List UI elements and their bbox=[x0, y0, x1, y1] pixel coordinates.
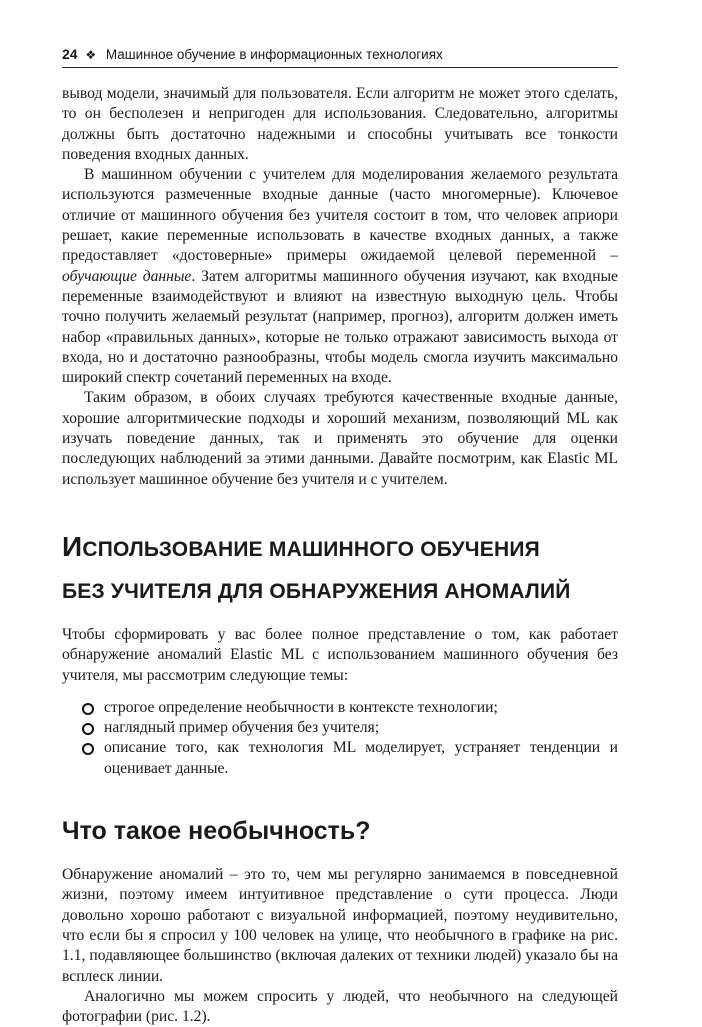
bullet-circle-icon bbox=[82, 703, 94, 715]
paragraph-anomaly-detection: Обнаружение аномалий – это то, чем мы регулярно занимаемся в повседневной жизни, поэтому имеем интуитивное представление о сути процесса. Люди довольно хорошо работают с визуальной информацией, поэтому неудивительно, что если бы я спросил у 100 человек на улице, что необычного в графике на рис. 1.1, подавляющее большинство (включая далеких от техники людей) указало бы на всплеск линии. bbox=[62, 866, 618, 985]
intro-paragraph: Чтобы сформировать у вас более полное представление о том, как работает обнаружение аномалий Elastic ML с использованием машинного обучения без учителя, мы рассмотрим следующие темы: bbox=[62, 625, 618, 684]
chapter-title bbox=[62, 532, 618, 607]
chapter-title-line1 bbox=[62, 532, 618, 565]
bullet-circle-icon bbox=[82, 723, 94, 735]
section-title: Что такое необычность? bbox=[62, 817, 371, 846]
emphasis-training-data: обучающие данные bbox=[62, 267, 192, 285]
paragraph-supervised-before: В машинном обучении с учителем для моделирования желаемого результата используются размеченные входные данные (часто многомерные). Ключевое отличие от машинного обучения без учителя состоит в том, что человек априори решает, какие переменные использовать в качестве входных данных, а также предоставляет «достоверные» примеры ожидаемой целевой переменной – bbox=[62, 166, 618, 265]
page-number: 24 bbox=[62, 46, 78, 62]
header-separator-icon: ❖ bbox=[85, 48, 97, 62]
running-title: Машинное обучение в информационных технологиях bbox=[105, 47, 443, 62]
bullet-circle-icon bbox=[82, 743, 94, 755]
paragraph-summary: Таким образом, в обоих случаях требуются качественные входные данные, хорошие алгоритмические подходы и хороший механизм, позволяющий ML как изучать поведение данных, так и применять это обучение для оценки последующих наблюдений за этими данными. Давайте посмотрим, как Elastic ML использует машинное обучение без учителя и с учителем. bbox=[62, 389, 618, 488]
chapter-title-line1-rest: СПОЛЬЗОВАНИЕ МАШИННОГО ОБУЧЕНИЯ bbox=[82, 537, 540, 561]
paragraph-photo-question: Аналогично мы можем спросить у людей, что необычного на следующей фотографии (рис. 1.2). bbox=[62, 987, 618, 1026]
running-header bbox=[62, 44, 618, 68]
topic-list bbox=[62, 698, 618, 779]
page-body bbox=[62, 84, 618, 1027]
paragraph-supervised-after: . Затем алгоритмы машинного обучения изучают, как входные переменные взаимодействуют и влияют на известную выходную цель. Чтобы точно получить желаемый результат (например, прогноз), алгоритм должен иметь набор «правильных данных», которые не только отражают зависимость выхода от входа, но и достаточно разнообразны, чтобы модель смогла изучить максимально широкий спектр сочетаний переменных на входе. bbox=[62, 267, 618, 387]
list-item: строгое определение необычности в контексте технологии; bbox=[62, 698, 618, 718]
list-item: наглядный пример обучения без учителя; bbox=[62, 718, 618, 738]
paragraph-continuation: вывод модели, значимый для пользователя. Если алгоритм не может этого сделать, то он бесполезен и непригоден для использования. Следовательно, алгоритмы должны быть достаточно надежными и способны учитывать все тонкости поведения входных данных. bbox=[62, 85, 618, 163]
chapter-title-line2: БЕЗ УЧИТЕЛЯ ДЛЯ ОБНАРУЖЕНИЯ АНОМАЛИЙ bbox=[62, 579, 571, 603]
chapter-title-initial: И bbox=[62, 530, 83, 562]
paragraph-supervised bbox=[62, 165, 618, 388]
list-item: описание того, как технология ML моделирует, устраняет тенденции и оценивает данные. bbox=[62, 738, 618, 779]
